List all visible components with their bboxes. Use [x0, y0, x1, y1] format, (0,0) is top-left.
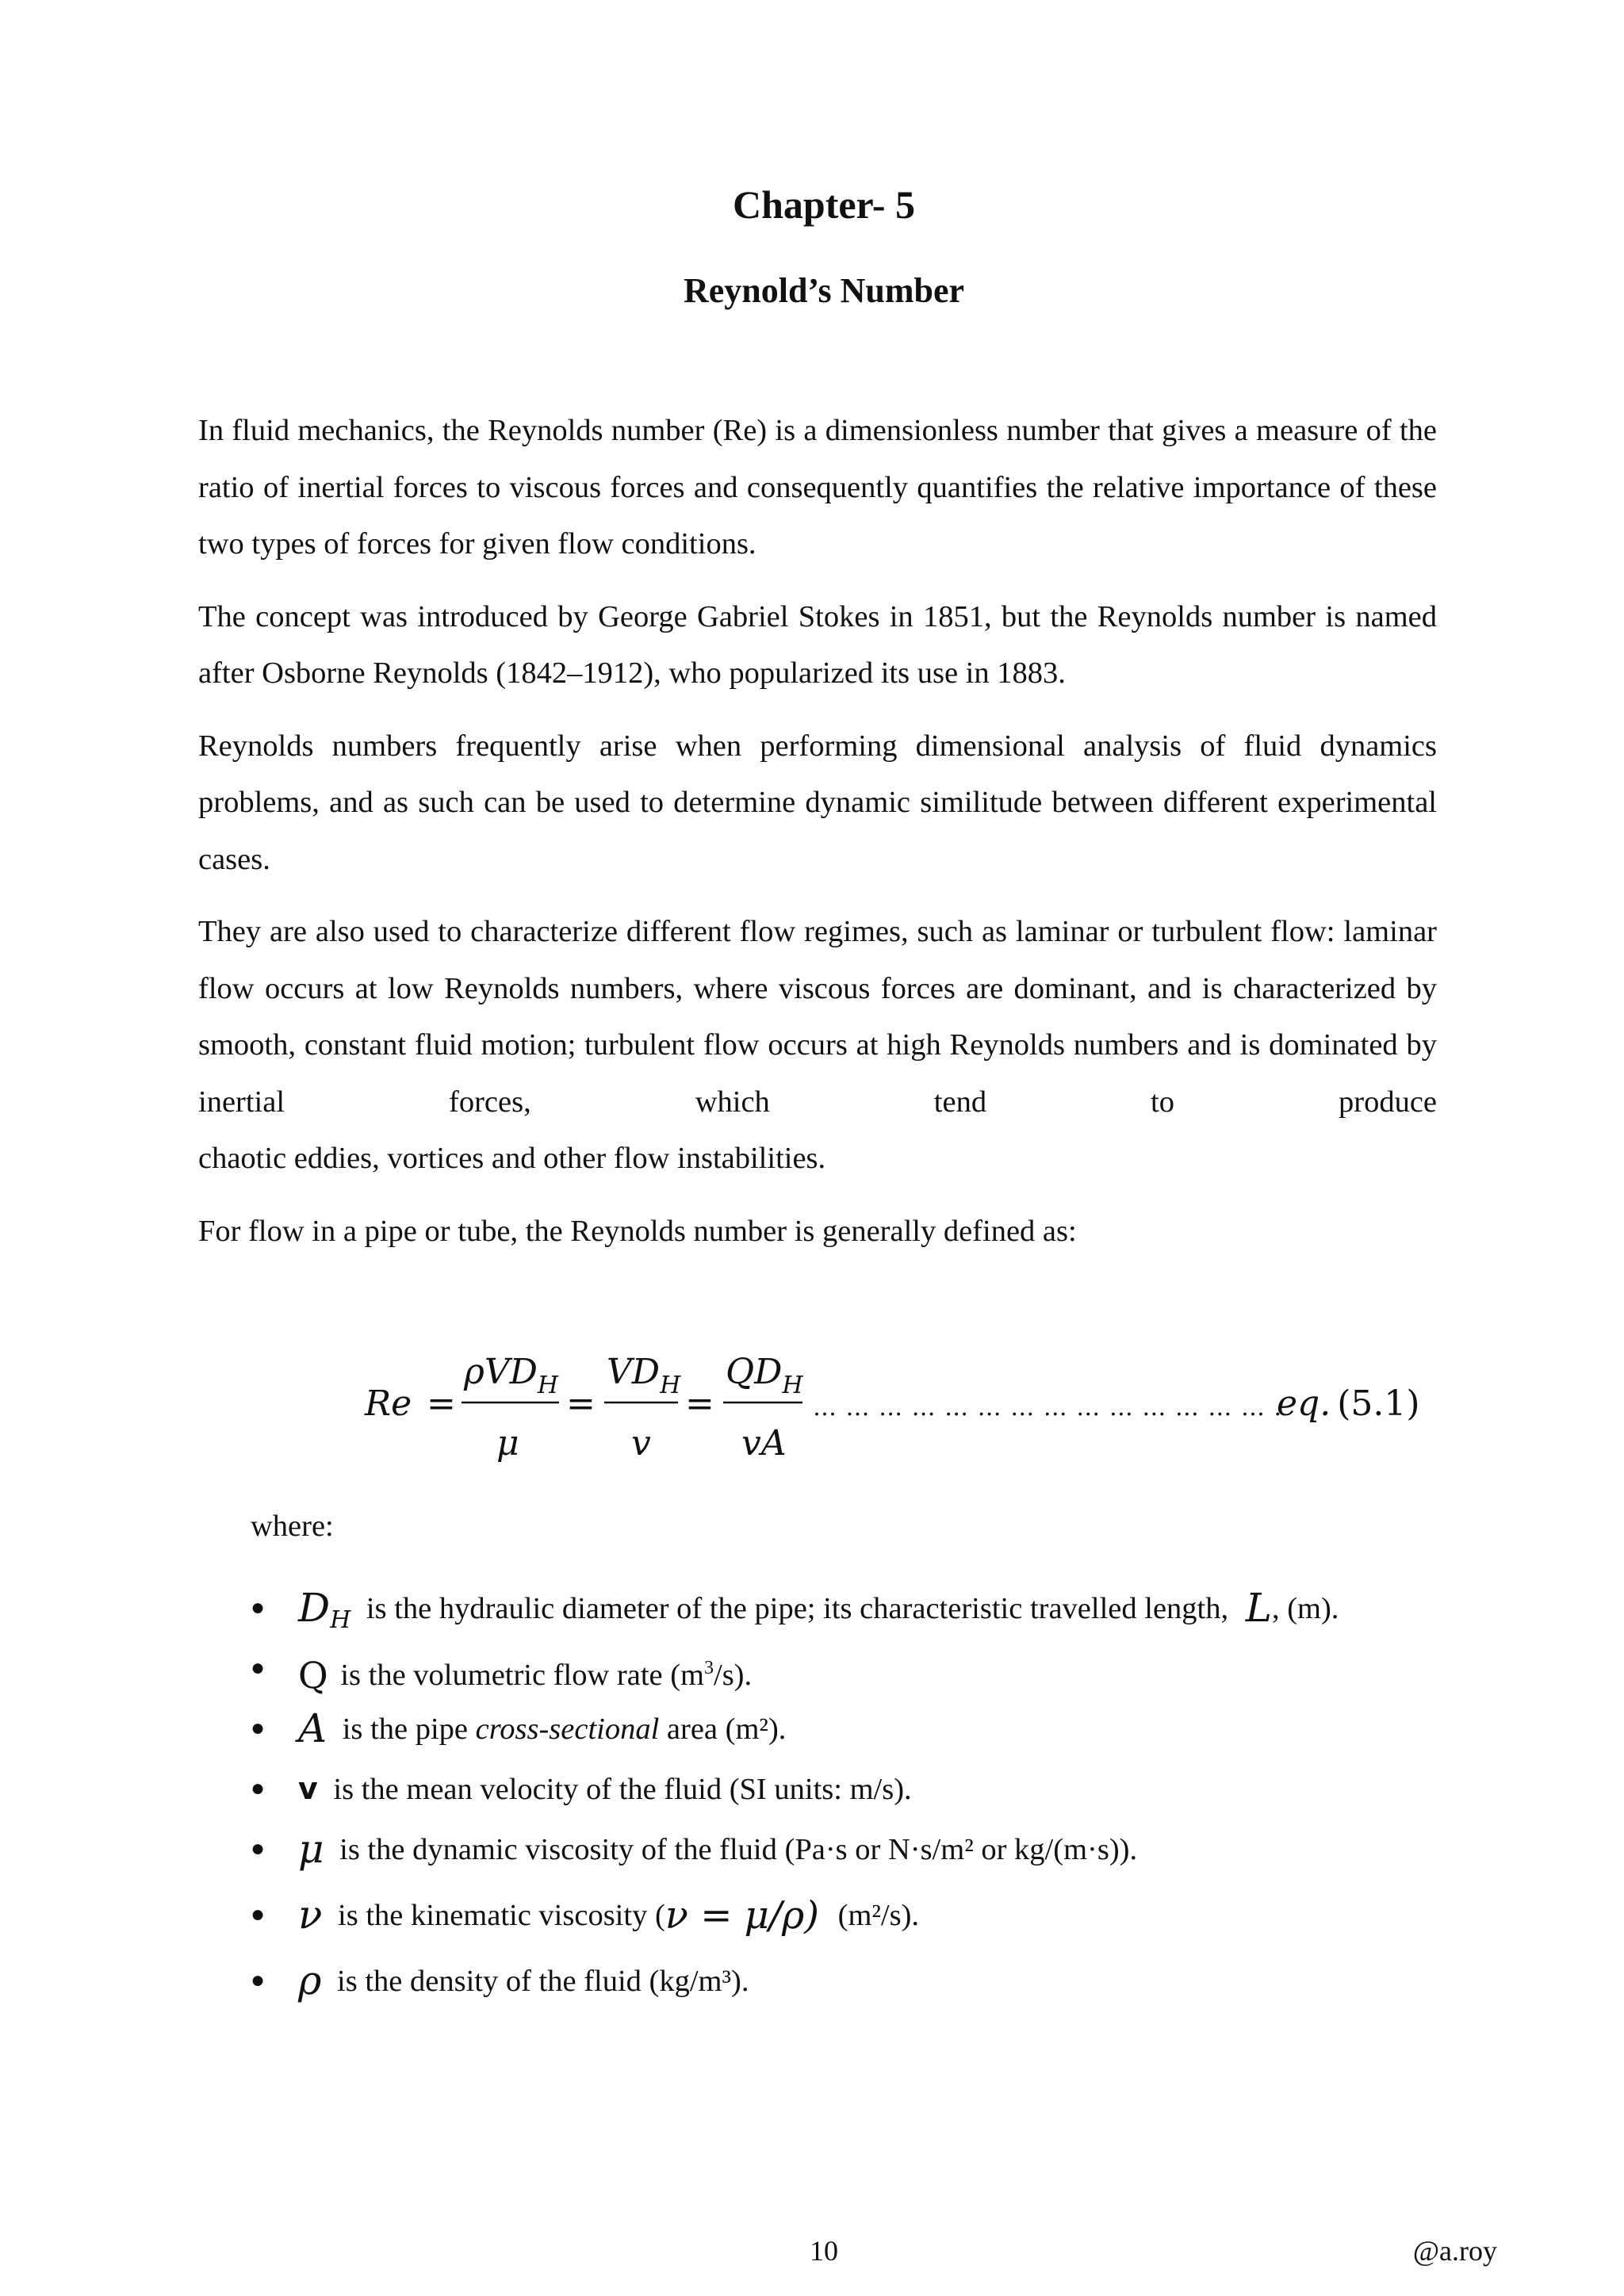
symbol-length: L — [1245, 1585, 1272, 1631]
definition-text: is the pipe — [342, 1712, 468, 1746]
eq-lhs: Re — [365, 1383, 412, 1424]
bullet-icon: ● — [251, 1594, 266, 1621]
paragraph-flow-regimes: They are also used to characterize different flow regimes, such as laminar or turbulent flow: laminar flow occurs at low Reynolds numbers, where viscous forces are dominant, and is characterized by smooth, constant fluid motion; turbulent flow occurs at high Reynolds numbers and is dominated by inertial forces, which tend to produce — [198, 915, 1437, 1119]
eq-frac2-numerator: $VD_H$ — [607, 1352, 681, 1399]
definition-superscript: 3 — [704, 1658, 714, 1678]
bullet-icon: ● — [251, 1967, 266, 1993]
eq-equals-1: = — [427, 1383, 456, 1424]
bullet-icon: ● — [251, 1901, 266, 1927]
definition-tail: area (m²). — [666, 1712, 787, 1746]
definition-text: is the kinematic viscosity ( — [338, 1899, 665, 1932]
paragraph-history: The concept was introduced by George Gabriel Stokes in 1851, but the Reynolds number is named after Osborne Reynolds (1842–1912), who popularized its use in 1883. — [198, 599, 1437, 690]
where-label: where: — [251, 1510, 334, 1543]
bullet-icon: ● — [251, 1655, 266, 1681]
eq-equals-2: = — [566, 1383, 596, 1424]
reynolds-equation — [365, 1336, 1507, 1471]
bullet-icon: ● — [251, 1715, 266, 1741]
symbol-velocity: v — [298, 1771, 318, 1806]
list-item — [251, 1950, 1488, 2011]
symbol-density: ρ — [298, 1957, 322, 2003]
definition-text: is the dynamic viscosity of the fluid (Pa·s or N·s/m² or kg/(m·s)). — [339, 1833, 1138, 1866]
symbol-kinematic-viscosity: ν — [298, 1892, 323, 1938]
list-item — [251, 1758, 1488, 1819]
definition-tail: (m²/s). — [837, 1899, 920, 1932]
body-text — [198, 403, 1437, 1276]
symbol-area: A — [298, 1705, 327, 1751]
symbol-hydraulic-diameter: $D_H$ — [298, 1585, 351, 1634]
bullet-icon: ● — [251, 1775, 266, 1801]
symbol-flow-rate: Q — [298, 1653, 328, 1697]
list-item — [251, 1638, 1488, 1698]
eq-label: eq. (5.1) — [1277, 1383, 1420, 1424]
paragraph-pipe-flow: For flow in a pipe or tube, the Reynolds number is generally defined as: — [198, 1214, 1077, 1248]
author-handle: @a.roy — [1412, 2235, 1497, 2267]
bullet-icon: ● — [251, 1835, 266, 1862]
definition-tail: /s). — [714, 1658, 753, 1692]
symbol-dynamic-viscosity: μ — [298, 1826, 324, 1872]
chapter-subtitle: Reynold’s Number — [683, 271, 965, 310]
kinematic-viscosity-formula: ν = μ/ρ) — [665, 1893, 819, 1938]
definition-text: is the density of the fluid (kg/m³). — [337, 1965, 749, 1998]
list-item — [251, 1879, 1488, 1950]
definition-italic: cross-sectional — [475, 1712, 660, 1746]
definition-text: is the hydraulic diameter of the pipe; its characteristic travelled length, — [366, 1592, 1229, 1625]
eq-frac3-numerator: $QD_H$ — [726, 1352, 803, 1399]
paragraph-definition: In fluid mechanics, the Reynolds number (Re) is a dimensionless number that gives a measure of the ratio of inertial forces to viscous forces and consequently quantifies the relative importance of these two types of forces for given flow conditions. — [198, 414, 1437, 561]
definition-text: is the volumetric flow rate (m — [340, 1658, 704, 1692]
eq-frac1-numerator: ρVD$_H$ — [464, 1352, 559, 1399]
eq-leader-dots: … … … … … … … … … … … … … … . — [813, 1394, 1283, 1422]
eq-frac2-denominator: v — [631, 1423, 651, 1464]
list-item — [251, 1698, 1488, 1758]
definition-text: is the mean velocity of the fluid (SI units: m/s). — [333, 1773, 912, 1806]
eq-frac3-denominator: vA — [741, 1423, 787, 1464]
eq-equals-3: = — [685, 1383, 714, 1424]
page-number: 10 — [810, 2235, 838, 2267]
paragraph-flow-regimes-end: chaotic eddies, vortices and other flow instabilities. — [198, 1142, 826, 1175]
eq-frac1-denominator: μ — [496, 1423, 519, 1464]
variable-definitions-list — [251, 1578, 1488, 2011]
chapter-title: Chapter- 5 — [732, 182, 916, 227]
list-item — [251, 1819, 1488, 1879]
definition-tail: , (m). — [1271, 1592, 1339, 1625]
paragraph-dimensional-analysis: Reynolds numbers frequently arise when performing dimensional analysis of fluid dynamics problems, and as such can be used to determine dynamic similitude between different experimental cases. — [198, 729, 1437, 876]
list-item — [251, 1578, 1488, 1638]
